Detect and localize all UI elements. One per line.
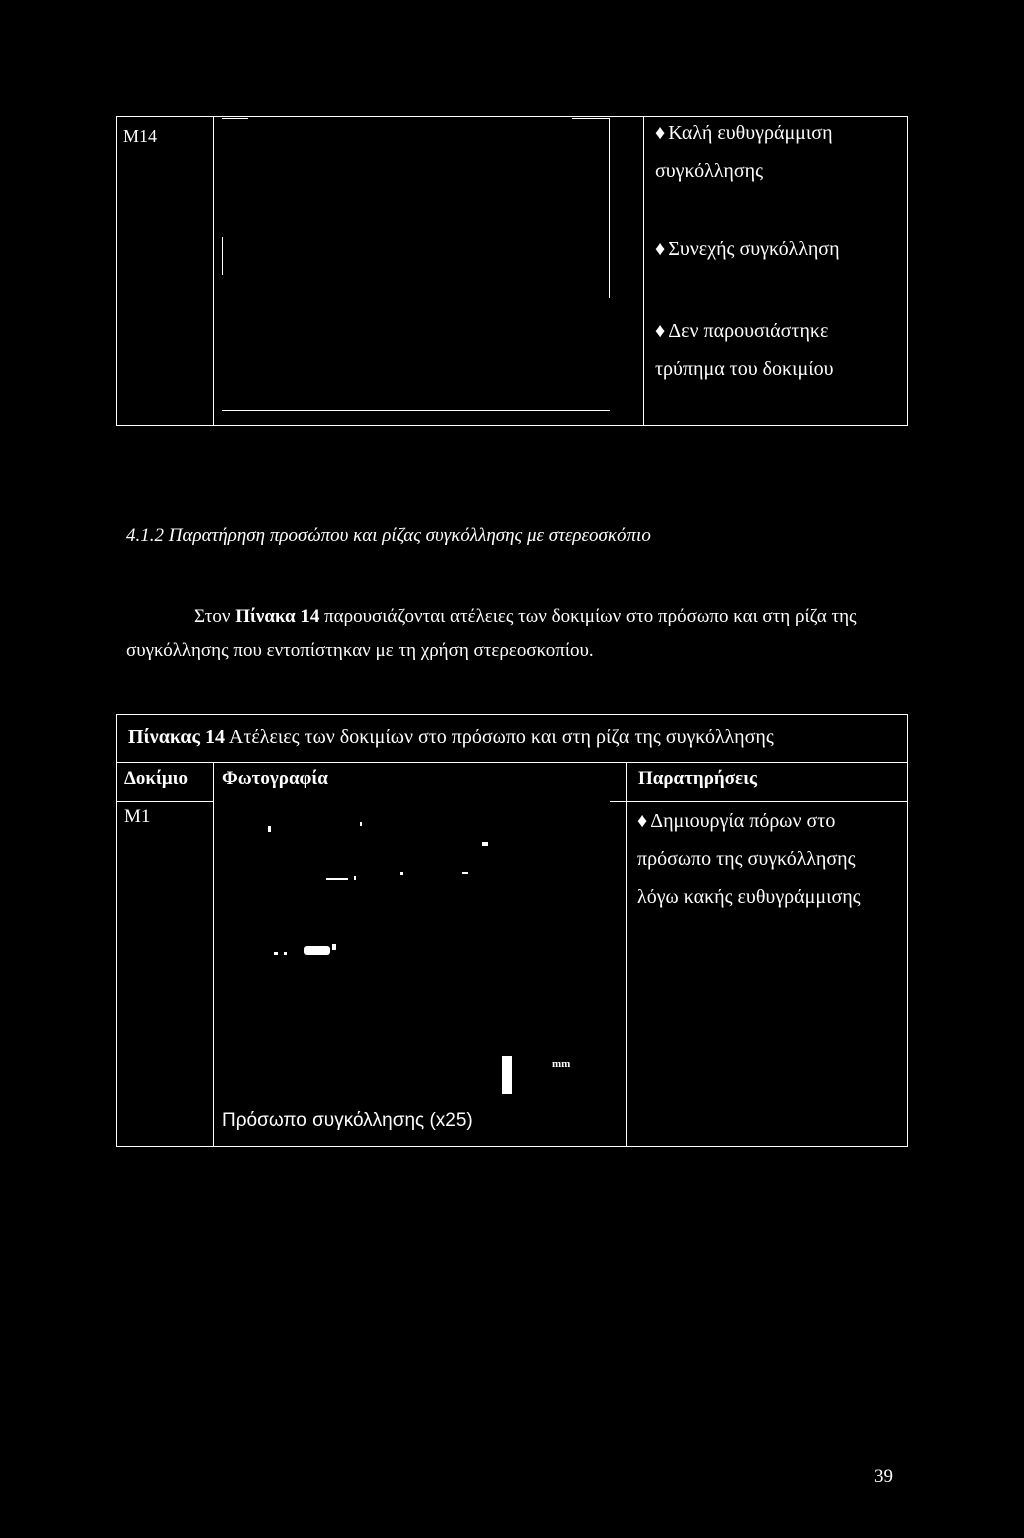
table-14-caption: Πίνακας 14 Ατέλειες των δοκιμίων στο πρόσωπο και στη ρίζα της συγκόλλησης bbox=[128, 726, 774, 748]
header-observations: Παρατηρήσεις bbox=[638, 768, 758, 789]
section-paragraph: Στον Πίνακα 14 παρουσιάζονται ατέλειες των δοκιμίων στο πρόσωπο και στη ρίζα της συγκόλλησης που εντοπίστηκαν με τη χρήση στερεοσκοπίου. bbox=[126, 606, 857, 661]
photo-frame-top-right bbox=[572, 118, 610, 119]
m1-observation: ♦ Δημιουργία πόρων στο πρόσωπο της συγκόλλησης λόγω κακής ευθυγράμμισης bbox=[637, 810, 861, 908]
weld-face-photo bbox=[214, 802, 626, 1102]
table-m14-divider-2 bbox=[643, 116, 644, 426]
table-14-header-rule-left bbox=[116, 801, 214, 802]
m14-observation-2: ♦ Συνεχής συγκόλληση bbox=[655, 238, 840, 260]
table-m14-divider-1 bbox=[213, 116, 214, 426]
m14-observation-3: ♦ Δεν παρουσιάστηκε τρύπημα του δοκιμίου bbox=[655, 320, 834, 380]
scale-bar bbox=[502, 1056, 512, 1094]
specimen-m14-label: M14 bbox=[123, 126, 158, 146]
photo-frame-left bbox=[222, 237, 223, 275]
diamond-bullet-icon: ♦ bbox=[655, 320, 666, 342]
photo-frame-top-left bbox=[222, 118, 248, 119]
scale-bar-label: mm bbox=[552, 1058, 571, 1070]
table-14-divider-2 bbox=[626, 762, 627, 1147]
diamond-bullet-icon: ♦ bbox=[655, 238, 666, 260]
photo-frame-right bbox=[609, 118, 610, 298]
page-number: 39 bbox=[874, 1466, 893, 1487]
diamond-bullet-icon: ♦ bbox=[655, 122, 666, 144]
photo-caption: Πρόσωπο συγκόλλησης (x25) bbox=[222, 1110, 473, 1131]
header-photo: Φωτογραφία bbox=[222, 768, 328, 789]
m14-observation-1: ♦ Καλή ευθυγράμμιση συγκόλλησης bbox=[655, 122, 833, 182]
header-specimen: Δοκίμιο bbox=[124, 768, 189, 789]
diamond-bullet-icon: ♦ bbox=[637, 810, 648, 832]
table-14-caption-rule bbox=[116, 762, 908, 763]
table-reference: Πίνακα 14 bbox=[235, 606, 320, 627]
section-heading: 4.1.2 Παρατήρηση προσώπου και ρίζας συγκόλλησης με στερεοσκόπιο bbox=[126, 525, 651, 546]
specimen-m1-label: M1 bbox=[124, 806, 151, 827]
photo-frame-bottom bbox=[222, 410, 610, 411]
